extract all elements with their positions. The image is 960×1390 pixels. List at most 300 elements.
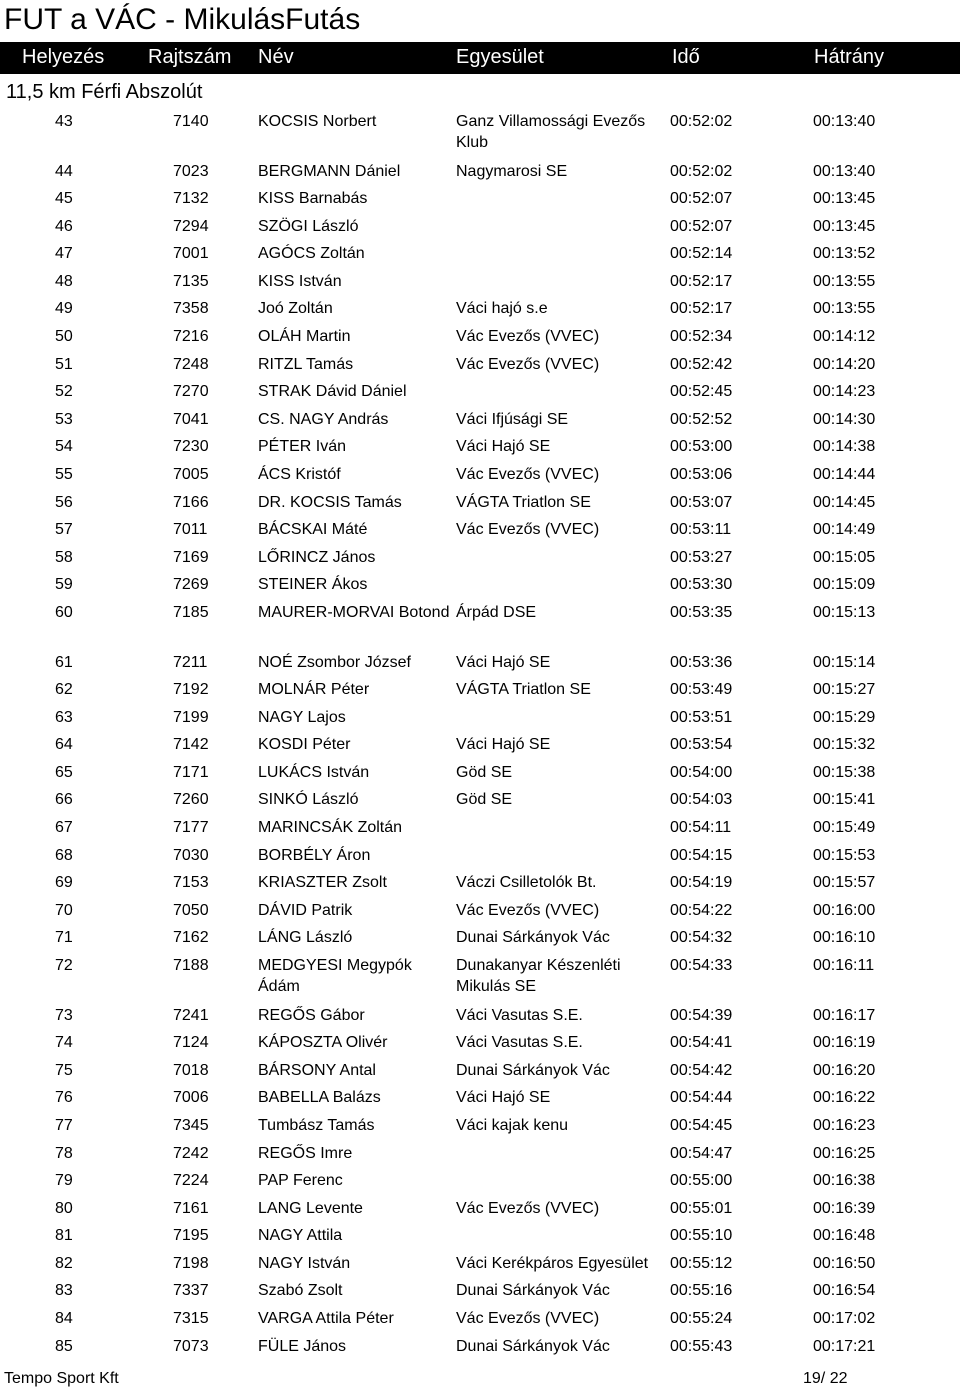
column-header-time: Idő <box>672 46 700 68</box>
results-table <box>0 107 960 1359</box>
position-cell: 77 <box>55 1116 73 1134</box>
finish-time: 00:55:10 <box>670 1227 733 1245</box>
runner-name: STEINER Ákos <box>258 576 368 594</box>
table-row <box>0 239 960 267</box>
club-name: Göd SE <box>456 763 513 781</box>
table-row <box>0 730 960 758</box>
time-gap: 00:14:30 <box>813 410 876 428</box>
bib-cell: 7269 <box>173 576 209 594</box>
bib-cell: 7199 <box>173 708 209 726</box>
club-name: Váci Hajó SE <box>456 438 551 456</box>
table-row <box>0 1304 960 1332</box>
finish-time: 00:53:49 <box>670 681 733 699</box>
position-cell: 59 <box>55 576 73 594</box>
time-gap: 00:15:49 <box>813 819 876 837</box>
table-row <box>0 107 960 157</box>
club-name: Dunai Sárkányok Vác <box>456 1337 610 1355</box>
table-row <box>0 1139 960 1167</box>
position-cell: 71 <box>55 929 73 947</box>
club-name: Vác Evezős (VVEC) <box>456 355 600 373</box>
bib-cell: 7171 <box>173 763 209 781</box>
time-gap: 00:15:14 <box>813 653 876 671</box>
finish-time: 00:52:42 <box>670 355 733 373</box>
runner-name: KOSDI Péter <box>258 736 351 754</box>
table-row <box>0 758 960 786</box>
position-cell: 67 <box>55 819 73 837</box>
position-cell: 60 <box>55 604 73 621</box>
runner-name: KRIASZTER Zsolt <box>258 874 387 892</box>
runner-name: STRAK Dávid Dániel <box>258 383 407 401</box>
table-row <box>0 1083 960 1111</box>
table-row <box>0 1056 960 1084</box>
runner-name: ÁCS Kristóf <box>258 466 341 484</box>
time-gap: 00:15:29 <box>813 708 876 726</box>
time-gap: 00:16:00 <box>813 901 876 919</box>
position-cell: 43 <box>55 113 73 130</box>
time-gap: 00:16:54 <box>813 1282 876 1300</box>
time-gap: 00:16:25 <box>813 1144 876 1162</box>
table-row <box>0 460 960 488</box>
bib-cell: 7242 <box>173 1144 209 1162</box>
table-row <box>0 868 960 896</box>
time-gap: 00:16:10 <box>813 929 876 947</box>
time-gap: 00:15:53 <box>813 846 876 864</box>
position-cell: 55 <box>55 466 73 484</box>
time-gap: 00:16:20 <box>813 1061 876 1079</box>
runner-name: NAGY Attila <box>258 1227 343 1245</box>
bib-cell: 7337 <box>173 1282 209 1300</box>
time-gap: 00:17:21 <box>813 1337 876 1355</box>
table-row <box>0 1249 960 1277</box>
bib-cell: 7270 <box>173 383 209 401</box>
club-name: Váci kajak kenu <box>456 1116 569 1134</box>
finish-time: 00:54:15 <box>670 846 733 864</box>
club-name: Dunai Sárkányok Vác <box>456 1282 610 1300</box>
finish-time: 00:53:30 <box>670 576 733 594</box>
finish-time: 00:52:07 <box>670 190 733 208</box>
club-name: Váci Vasutas S.E. <box>456 1034 583 1052</box>
time-gap: 00:14:44 <box>813 466 876 484</box>
position-cell: 54 <box>55 438 73 456</box>
bib-cell: 7241 <box>173 1006 209 1024</box>
table-row <box>0 322 960 350</box>
bib-cell: 7023 <box>173 162 209 180</box>
column-header-bib: Rajtszám <box>148 46 232 68</box>
finish-time: 00:54:45 <box>670 1116 733 1134</box>
time-gap: 00:14:20 <box>813 355 876 373</box>
position-cell: 82 <box>55 1254 73 1272</box>
position-cell: 68 <box>55 846 73 864</box>
runner-name: KISS Barnabás <box>258 190 368 208</box>
position-cell: 75 <box>55 1061 73 1079</box>
runner-name: CS. NAGY András <box>258 410 389 428</box>
position-cell: 51 <box>55 355 73 373</box>
bib-cell: 7161 <box>173 1199 209 1217</box>
finish-time: 00:54:00 <box>670 763 733 781</box>
runner-name: NAGY István <box>258 1254 351 1272</box>
position-cell: 70 <box>55 901 73 919</box>
position-cell: 79 <box>55 1172 73 1190</box>
position-cell: 72 <box>55 957 73 975</box>
runner-name: BERGMANN Dániel <box>258 162 401 180</box>
bib-cell: 7224 <box>173 1172 209 1190</box>
time-gap: 00:13:40 <box>813 162 876 180</box>
time-gap: 00:15:57 <box>813 874 876 892</box>
position-cell: 53 <box>55 410 73 428</box>
runner-name: FÜLE János <box>258 1337 347 1355</box>
runner-name: SZÖGI László <box>258 217 359 235</box>
finish-time: 00:55:43 <box>670 1337 733 1355</box>
finish-time: 00:53:51 <box>670 708 733 726</box>
finish-time: 00:54:32 <box>670 929 733 947</box>
table-row <box>0 841 960 869</box>
table-row <box>0 294 960 322</box>
position-cell: 47 <box>55 245 73 263</box>
runner-name: BÁCSKAI Máté <box>258 521 368 539</box>
bib-cell: 7140 <box>173 113 209 130</box>
runner-name: MOLNÁR Péter <box>258 681 370 699</box>
time-gap: 00:14:23 <box>813 383 876 401</box>
time-gap: 00:15:32 <box>813 736 876 754</box>
finish-time: 00:52:52 <box>670 410 733 428</box>
time-gap: 00:17:02 <box>813 1310 876 1328</box>
runner-name: Szabó Zsolt <box>258 1282 343 1300</box>
runner-name: DR. KOCSIS Tamás <box>258 493 402 511</box>
table-row <box>0 515 960 543</box>
time-gap: 00:14:45 <box>813 493 876 511</box>
table-row <box>0 1194 960 1222</box>
position-cell: 69 <box>55 874 73 892</box>
runner-name: PÉTER Iván <box>258 438 347 456</box>
table-row <box>0 785 960 813</box>
bib-cell: 7198 <box>173 1254 209 1272</box>
table-row <box>0 813 960 841</box>
table-row <box>0 1221 960 1249</box>
finish-time: 00:53:11 <box>670 521 732 539</box>
club-name: VÁGTA Triatlon SE <box>456 493 591 511</box>
club-name: Váci Hajó SE <box>456 1089 551 1107</box>
column-header-position: Helyezés <box>22 46 105 68</box>
club-name: Vác Evezős (VVEC) <box>456 328 600 346</box>
club-name: Vác Evezős (VVEC) <box>456 521 600 539</box>
club-name: Váci Hajó SE <box>456 736 551 754</box>
table-row <box>0 543 960 571</box>
table-row <box>0 1111 960 1139</box>
bib-cell: 7177 <box>173 819 209 837</box>
club-name: Dunai Sárkányok Vác <box>456 1061 610 1079</box>
table-row <box>0 923 960 951</box>
position-cell: 61 <box>55 653 73 671</box>
finish-time: 00:55:16 <box>670 1282 733 1300</box>
position-cell: 81 <box>55 1227 73 1245</box>
table-row <box>0 350 960 378</box>
bib-cell: 7345 <box>173 1116 209 1134</box>
runner-name: BABELLA Balázs <box>258 1089 381 1107</box>
runner-name: AGÓCS Zoltán <box>258 245 365 263</box>
finish-time: 00:53:27 <box>670 548 733 566</box>
bib-cell: 7030 <box>173 846 209 864</box>
bib-cell: 7230 <box>173 438 209 456</box>
table-row <box>0 648 960 676</box>
club-name: Árpád DSE <box>456 604 537 621</box>
time-gap: 00:15:41 <box>813 791 876 809</box>
finish-time: 00:55:01 <box>670 1199 733 1217</box>
finish-time: 00:55:24 <box>670 1310 733 1328</box>
runner-name: NOÉ Zsombor József <box>258 653 411 671</box>
runner-name: BORBÉLY Áron <box>258 846 371 864</box>
club-name: Váci Hajó SE <box>456 653 551 671</box>
bib-cell: 7169 <box>173 548 209 566</box>
runner-name: RITZL Tamás <box>258 355 354 373</box>
finish-time: 00:54:11 <box>670 819 732 837</box>
finish-time: 00:53:00 <box>670 438 733 456</box>
runner-name: LANG Levente <box>258 1199 363 1217</box>
runner-name: NAGY Lajos <box>258 708 346 726</box>
position-cell: 50 <box>55 328 73 346</box>
finish-time: 00:52:17 <box>670 300 733 318</box>
column-header-gap: Hátrány <box>814 46 885 68</box>
finish-time: 00:53:07 <box>670 493 733 511</box>
bib-cell: 7211 <box>173 653 208 671</box>
position-cell: 73 <box>55 1006 73 1024</box>
bib-cell: 7132 <box>173 190 209 208</box>
time-gap: 00:13:52 <box>813 245 876 263</box>
bib-cell: 7001 <box>173 245 209 263</box>
bib-cell: 7188 <box>173 957 209 975</box>
position-cell: 44 <box>55 162 73 180</box>
time-gap: 00:15:27 <box>813 681 876 699</box>
time-gap: 00:16:48 <box>813 1227 876 1245</box>
time-gap: 00:15:38 <box>813 763 876 781</box>
runner-name: MARINCSÁK Zoltán <box>258 819 403 837</box>
club-name: Göd SE <box>456 791 513 809</box>
runner-name: Joó Zoltán <box>258 300 333 318</box>
finish-time: 00:52:14 <box>670 245 733 263</box>
time-gap: 00:13:55 <box>813 272 876 290</box>
column-header-name: Név <box>258 46 294 68</box>
table-row <box>0 212 960 240</box>
position-cell: 56 <box>55 493 73 511</box>
bib-cell: 7124 <box>173 1034 209 1052</box>
club-name: Vác Evezős (VVEC) <box>456 1199 600 1217</box>
column-header-bar <box>0 42 960 74</box>
position-cell: 84 <box>55 1310 73 1328</box>
table-row <box>0 1166 960 1194</box>
position-cell: 85 <box>55 1337 73 1355</box>
table-row <box>0 951 960 1001</box>
finish-time: 00:55:12 <box>670 1254 733 1272</box>
bib-cell: 7162 <box>173 929 209 947</box>
club-name: Váczi Csilletolók Bt. <box>456 874 597 892</box>
table-row <box>0 184 960 212</box>
finish-time: 00:52:02 <box>670 113 733 130</box>
bib-cell: 7192 <box>173 681 209 699</box>
finish-time: 00:53:35 <box>670 604 733 621</box>
club-name: Váci Vasutas S.E. <box>456 1006 583 1024</box>
finish-time: 00:54:03 <box>670 791 733 809</box>
page-title: FUT a VÁC - MikulásFutás <box>4 3 361 36</box>
time-gap: 00:16:39 <box>813 1199 876 1217</box>
time-gap: 00:16:17 <box>813 1006 876 1024</box>
time-gap: 00:15:09 <box>813 576 876 594</box>
bib-cell: 7011 <box>173 521 208 539</box>
runner-name: VARGA Attila Péter <box>258 1310 394 1328</box>
position-cell: 48 <box>55 272 73 290</box>
table-row <box>0 896 960 924</box>
time-gap: 00:16:22 <box>813 1089 876 1107</box>
finish-time: 00:53:36 <box>670 653 733 671</box>
position-cell: 78 <box>55 1144 73 1162</box>
bib-cell: 7260 <box>173 791 209 809</box>
runner-name: REGŐS Gábor <box>258 1006 365 1024</box>
club-name: Váci Ifjúsági SE <box>456 410 569 428</box>
position-cell: 80 <box>55 1199 73 1217</box>
time-gap: 00:14:49 <box>813 521 876 539</box>
table-row <box>0 598 960 648</box>
position-cell: 83 <box>55 1282 73 1300</box>
time-gap: 00:16:38 <box>813 1172 876 1190</box>
position-cell: 57 <box>55 521 73 539</box>
time-gap: 00:15:05 <box>813 548 876 566</box>
runner-name: SINKÓ László <box>258 791 359 809</box>
position-cell: 46 <box>55 217 73 235</box>
table-row <box>0 157 960 185</box>
position-cell: 45 <box>55 190 73 208</box>
footer-page-number: 19/ 22 <box>803 1370 848 1387</box>
runner-name: BÁRSONY Antal <box>258 1061 376 1079</box>
time-gap: 00:14:38 <box>813 438 876 456</box>
club-name: Vác Evezős (VVEC) <box>456 1310 600 1328</box>
time-gap: 00:13:45 <box>813 190 876 208</box>
time-gap: 00:15:13 <box>813 604 876 621</box>
bib-cell: 7248 <box>173 355 209 373</box>
position-cell: 63 <box>55 708 73 726</box>
bib-cell: 7041 <box>173 410 209 428</box>
position-cell: 62 <box>55 681 73 699</box>
table-row <box>0 377 960 405</box>
finish-time: 00:54:33 <box>670 957 733 975</box>
finish-time: 00:52:45 <box>670 383 733 401</box>
position-cell: 49 <box>55 300 73 318</box>
table-row <box>0 675 960 703</box>
club-name: Dunakanyar Készenléti Mikulás SE <box>456 957 621 996</box>
table-row <box>0 488 960 516</box>
finish-time: 00:52:02 <box>670 162 733 180</box>
finish-time: 00:53:06 <box>670 466 733 484</box>
finish-time: 00:52:07 <box>670 217 733 235</box>
finish-time: 00:52:17 <box>670 272 733 290</box>
table-row <box>0 570 960 598</box>
runner-name: MEDGYESI Megypók Ádám <box>258 957 412 996</box>
runner-name: PAP Ferenc <box>258 1172 343 1190</box>
club-name: Vác Evezős (VVEC) <box>456 466 600 484</box>
position-cell: 76 <box>55 1089 73 1107</box>
finish-time: 00:53:54 <box>670 736 733 754</box>
finish-time: 00:54:39 <box>670 1006 733 1024</box>
finish-time: 00:54:19 <box>670 874 733 892</box>
club-name: Ganz Villamossági Evezős Klub <box>456 113 646 151</box>
time-gap: 00:16:23 <box>813 1116 876 1134</box>
table-row <box>0 1332 960 1360</box>
bib-cell: 7315 <box>173 1310 209 1328</box>
position-cell: 66 <box>55 791 73 809</box>
bib-cell: 7216 <box>173 328 209 346</box>
bib-cell: 7005 <box>173 466 209 484</box>
bib-cell: 7358 <box>173 300 209 318</box>
bib-cell: 7142 <box>173 736 209 754</box>
table-row <box>0 405 960 433</box>
finish-time: 00:54:22 <box>670 901 733 919</box>
time-gap: 00:13:40 <box>813 113 876 130</box>
bib-cell: 7294 <box>173 217 209 235</box>
bib-cell: 7018 <box>173 1061 209 1079</box>
time-gap: 00:14:12 <box>813 328 876 346</box>
runner-name: MAURER-MORVAI Botond <box>258 604 450 621</box>
club-name: Váci Kerékpáros Egyesület <box>456 1254 649 1272</box>
runner-name: KOCSIS Norbert <box>258 113 377 130</box>
finish-time: 00:54:44 <box>670 1089 733 1107</box>
runner-name: LÁNG László <box>258 929 353 947</box>
table-row <box>0 703 960 731</box>
runner-name: LUKÁCS István <box>258 763 370 781</box>
time-gap: 00:13:55 <box>813 300 876 318</box>
finish-time: 00:52:34 <box>670 328 733 346</box>
finish-time: 00:55:00 <box>670 1172 733 1190</box>
table-row <box>0 432 960 460</box>
finish-time: 00:54:47 <box>670 1144 733 1162</box>
runner-name: KISS István <box>258 272 342 290</box>
bib-cell: 7050 <box>173 901 209 919</box>
club-name: VÁGTA Triatlon SE <box>456 681 591 699</box>
bib-cell: 7185 <box>173 604 209 621</box>
time-gap: 00:16:19 <box>813 1034 876 1052</box>
position-cell: 74 <box>55 1034 73 1052</box>
club-name: Váci hajó s.e <box>456 300 548 318</box>
bib-cell: 7135 <box>173 272 209 290</box>
club-name: Nagymarosi SE <box>456 162 568 180</box>
table-row <box>0 1276 960 1304</box>
runner-name: REGŐS Imre <box>258 1144 353 1162</box>
position-cell: 64 <box>55 736 73 754</box>
table-row <box>0 267 960 295</box>
bib-cell: 7006 <box>173 1089 209 1107</box>
category-title: 11,5 km Férfi Abszolút <box>6 81 203 103</box>
runner-name: Tumbász Tamás <box>258 1116 375 1134</box>
runner-name: OLÁH Martin <box>258 328 351 346</box>
bib-cell: 7073 <box>173 1337 209 1355</box>
table-row <box>0 1001 960 1029</box>
position-cell: 65 <box>55 763 73 781</box>
position-cell: 52 <box>55 383 73 401</box>
finish-time: 00:54:42 <box>670 1061 733 1079</box>
bib-cell: 7195 <box>173 1227 209 1245</box>
column-header-club: Egyesület <box>456 46 544 68</box>
time-gap: 00:16:11 <box>813 957 875 975</box>
bib-cell: 7153 <box>173 874 209 892</box>
footer-company: Tempo Sport Kft <box>4 1370 119 1387</box>
runner-name: DÁVID Patrik <box>258 901 353 919</box>
finish-time: 00:54:41 <box>670 1034 733 1052</box>
club-name: Vác Evezős (VVEC) <box>456 901 600 919</box>
position-cell: 58 <box>55 548 73 566</box>
time-gap: 00:13:45 <box>813 217 876 235</box>
runner-name: KÁPOSZTA Olivér <box>258 1034 388 1052</box>
time-gap: 00:16:50 <box>813 1254 876 1272</box>
club-name: Dunai Sárkányok Vác <box>456 929 610 947</box>
runner-name: LŐRINCZ János <box>258 548 376 566</box>
bib-cell: 7166 <box>173 493 209 511</box>
table-row <box>0 1028 960 1056</box>
